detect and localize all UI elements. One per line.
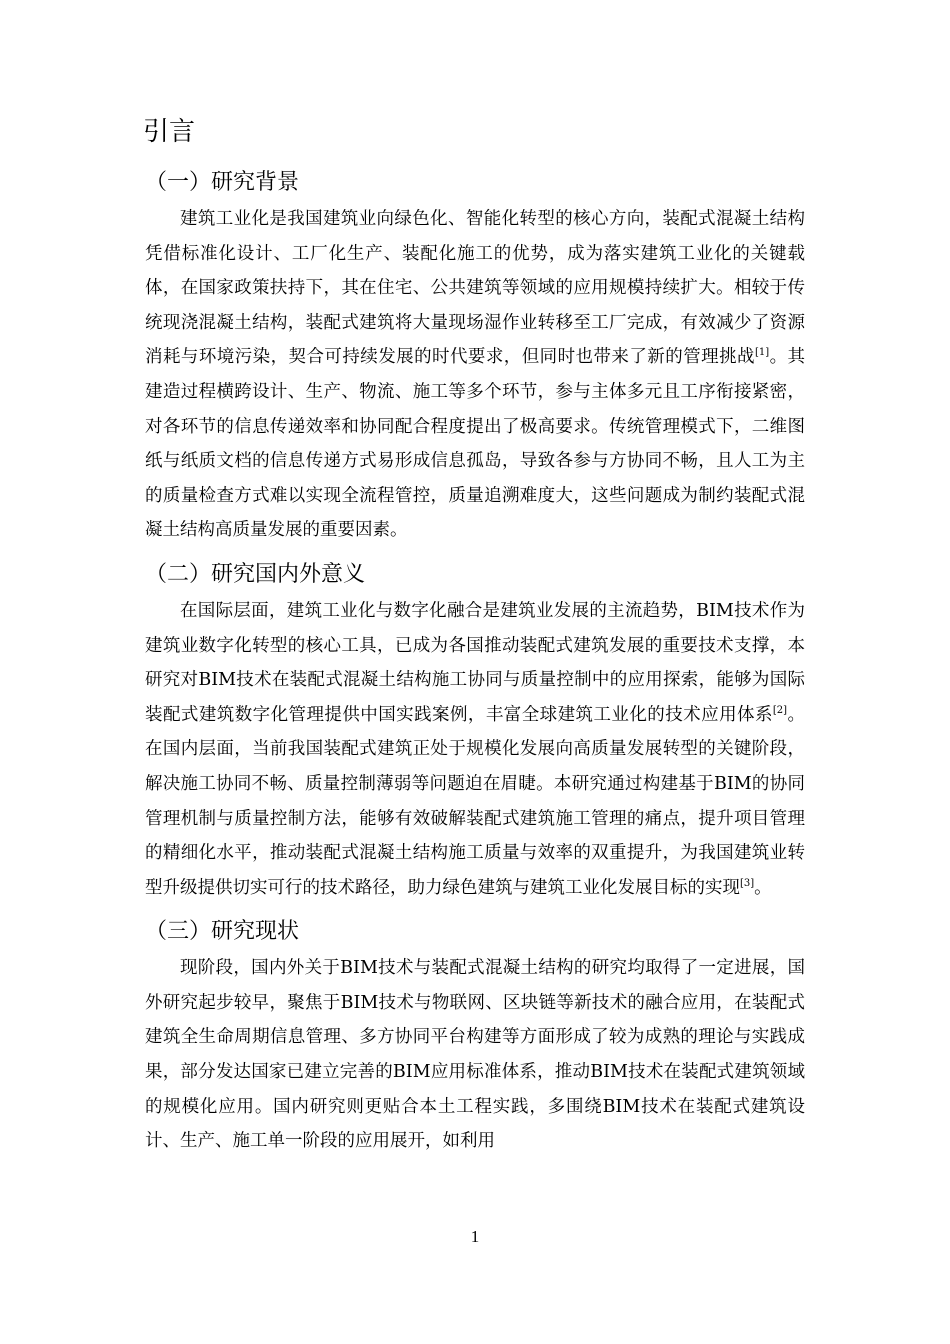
paragraph-text: 在国际层面，建筑工业化与数字化融合是建筑业发展的主流趋势，BIM技术作为建筑业数字化转型的核心工具，已成为各国推动装配式建筑发展的重要技术支撑，本研究对BIM技术在装配式混凝土结构施工协同与质量控制中的应用探索，能够为国际装配式建筑数字化管理提供中国实践案例，丰富全球建筑工业化的技术应用体系: [145, 600, 805, 725]
paragraph-status: [145, 951, 805, 1159]
citation-ref-1: [1]: [754, 347, 770, 359]
document-title: 引言: [143, 117, 196, 147]
paragraph-text: 。其建造过程横跨设计、生产、物流、施工等多个环节，参与主体多元且工序衔接紧密，对各环节的信息传递效率和协同配合程度提出了极高要求。传统管理模式下，二维图纸与纸质文档的信息传递方式易形成信息孤岛，导致各参与方协同不畅，且人工为主的质量检查方式难以实现全流程管控，质量追溯难度大，这些问题成为制约装配式混凝土结构高质量发展的重要因素。: [145, 347, 806, 541]
section-heading-significance: （二）研究国内外意义: [145, 561, 366, 587]
paragraph-significance: [145, 594, 805, 905]
section-heading-background: （一）研究背景: [145, 170, 300, 195]
paragraph-text: 建筑工业化是我国建筑业向绿色化、智能化转型的核心方向，装配式混凝土结构凭借标准化设计、工厂化生产、装配化施工的优势，成为落实建筑工业化的关键载体，在国家政策扶持下，其在住宅、公共建筑等领域的应用规模持续扩大。相较于传统现浇混凝土结构，装配式建筑将大量现场湿作业转移至工厂完成，有效减少了资源消耗与环境污染，契合可持续发展的时代要求，但同时也带来了新的管理挑战: [145, 209, 805, 368]
document-body: [145, 112, 805, 1169]
page-number: 1: [470, 1227, 480, 1246]
paragraph-background: [145, 202, 805, 548]
citation-ref-3: [3]: [740, 877, 755, 889]
paragraph-text: 。在国内层面，当前我国装配式建筑正处于规模化发展向高质量发展转型的关键阶段，解决施工协同不畅、质量控制薄弱等问题迫在眉睫。本研究通过构建基于BIM的协同管理机制与质量控制方法，能够有效破解装配式建筑施工管理的痛点，提升项目管理的精细化水平，推动装配式混凝土结构施工质量与效率的双重提升，为我国建筑业转型升级提供切实可行的技术路径，助力绿色建筑与建筑工业化发展目标的实现: [145, 704, 806, 898]
paragraph-text: 。: [754, 877, 772, 898]
section-heading-status: （三）研究现状: [145, 919, 300, 945]
paragraph-text: 现阶段，国内外关于BIM技术与装配式混凝土结构的研究均取得了一定进展，国外研究起步较早，聚焦于BIM技术与物联网、区块链等新技术的融合应用，在装配式建筑全生命周期信息管理、多方协同平台构建等方面形成了较为成熟的理论与实践成果，部分发达国家已建立完善的BIM应用标准体系，推动BIM技术在装配式建筑领域的规模化应用。国内研究则更贴合本土工程实践，多围绕BIM技术在装配式建筑设计、生产、施工单一阶段的应用展开，如利用: [145, 958, 805, 1152]
citation-ref-2: [2]: [772, 704, 788, 716]
